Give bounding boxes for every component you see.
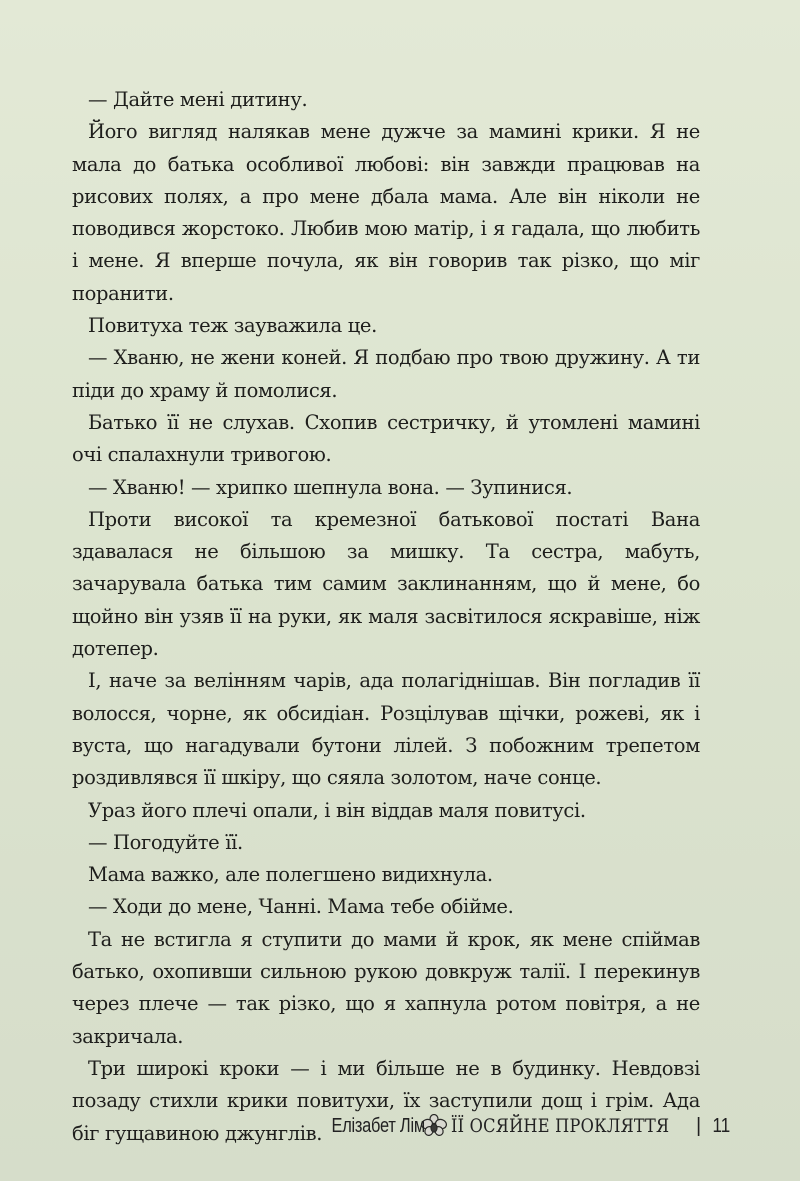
paragraph: І, наче за велінням чарів, ада полагіднішав. Він погладив її волосся, чорне, як обсидіан. Розцілував щічки, рожеві, як і вуста, що нагадували бутони лілей. З побожним трепетом роздивлявся її шкіру, що сяяла золотом, наче сонце. [72, 669, 700, 790]
paragraph: — Дайте мені дитину. [88, 88, 308, 111]
running-footer [0, 1114, 800, 1138]
paragraph: Та не встигла я ступити до мами й крок, як мене спіймав батько, охопивши сильною рукою довкруж талії. І перекинув через плече — так різко, що я хапнула ротом повітря, а не закричала. [72, 927, 700, 1048]
footer-book-title: ЇЇ ОСЯЙНЕ ПРОКЛЯТТЯ [451, 1115, 670, 1137]
paragraph: Мама важко, але полегшено видихнула. [88, 863, 493, 887]
paragraph: — Ходи до мене, Чанні. Мама тебе обійме. [88, 895, 514, 919]
footer-separator: | [696, 1114, 702, 1137]
paragraph: — Хваню, не жени коней. Я подбаю про твою дружину. А ти піди до храму й помолися. [72, 346, 700, 402]
paragraph: Його вигляд налякав мене дужче за мамині крики. Я не мала до батька особливої любові: він завжди працював на рисових полях, а про мене дбала мама. Але він ніколи не поводився жорстоко. Любив мою матір, і я гадала, що любить і мене. Я вперше почула, як він говорив так різко, що міг поранити. [72, 120, 700, 305]
paragraph: Ураз його плечі опали, і він віддав маля повитусі. [88, 798, 586, 822]
book-page-body [72, 84, 700, 1150]
paragraph: — Хваню! — хрипко шепнула вона. — Зупинися. [88, 475, 573, 499]
footer-author: Елізабет Лім [331, 1114, 426, 1137]
paragraph: Повитуха теж зауважила це. [88, 314, 377, 338]
paragraph: — Погодуйте її. [88, 830, 243, 854]
page-number: 11 [712, 1114, 731, 1137]
paragraph: Три широкі кроки — і ми більше не в будинку. Невдовзі позаду стихли крики повитухи, їх заступили дощ і грім. Ада біг гущавиною джунглів. [72, 1056, 700, 1145]
orchid-icon [421, 1114, 447, 1138]
paragraph: Проти високої та кремезної батькової постаті Вана здавалася не більшою за мишку. Та сестра, мабуть, зачарувала батька тим самим заклинанням, що й мене, бо щойно він узяв її на руки, як маля засвітилося яскравіше, ніж дотепер. [72, 507, 700, 661]
paragraph: Батько її не слухав. Схопив сестричку, й утомлені мамині очі спалахнули тривогою. [72, 410, 700, 467]
